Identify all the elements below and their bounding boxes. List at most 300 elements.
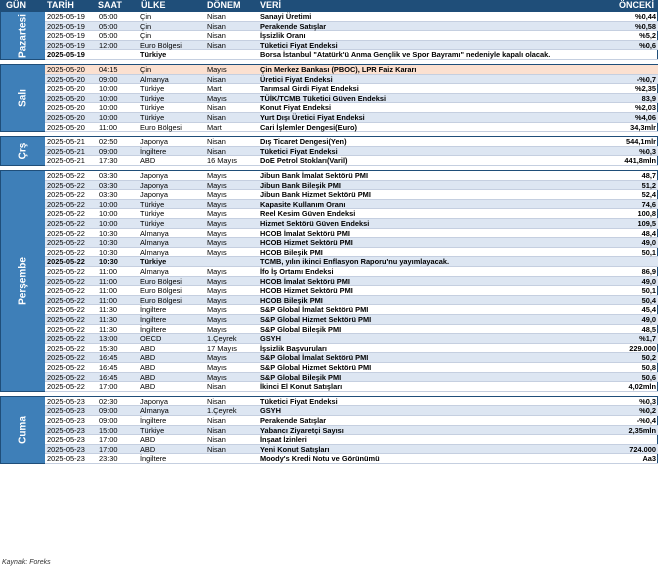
cell-onceki: 86,9: [641, 267, 656, 276]
header-tarih: TARİH: [47, 0, 74, 10]
cell-onceki: 49,0: [641, 276, 656, 286]
cell-ulke: Almanya: [140, 267, 169, 276]
cell-veri: İşsizlik Oranı: [260, 31, 306, 41]
cell-ulke: ABD: [140, 343, 156, 353]
cell-veri: Konut Fiyat Endeksi: [260, 103, 332, 113]
cell-onceki: 724.000: [629, 444, 656, 454]
cell-tarih: 2025-05-20: [47, 93, 85, 103]
cell-saat: 10:00: [99, 84, 118, 94]
day-label: [1, 65, 45, 131]
table-row: [45, 344, 658, 354]
cell-veri: Çin Merkez Bankası (PBOC), LPR Faiz Kararı: [260, 65, 417, 74]
cell-veri: Üretici Fiyat Endeksi: [260, 74, 333, 84]
cell-donem: Mayıs: [207, 65, 227, 74]
cell-donem: Nisan: [207, 12, 226, 21]
cell-tarih: 2025-05-22: [47, 286, 85, 296]
cell-ulke: Euro Bölgesi: [140, 286, 182, 296]
cell-tarih: 2025-05-22: [47, 228, 85, 238]
cell-tarih: 2025-05-22: [47, 363, 85, 372]
cell-veri: İkinci El Konut Satışları: [260, 382, 343, 392]
cell-ulke: İngiltere: [140, 454, 167, 464]
cell-saat: 10:00: [99, 93, 118, 103]
cell-veri: İnşaat İzinleri: [260, 435, 307, 445]
header-donem: DÖNEM: [207, 0, 241, 10]
cell-veri: Jibun Bank Hizmet Sektörü PMI: [260, 190, 371, 200]
cell-tarih: 2025-05-20: [47, 84, 85, 94]
cell-ulke: Almanya: [140, 406, 169, 416]
cell-tarih: 2025-05-20: [47, 122, 85, 132]
table-row: [45, 445, 658, 455]
header-saat: SAAT: [98, 0, 122, 10]
cell-tarih: 2025-05-20: [47, 103, 85, 113]
cell-onceki: %5,2: [639, 31, 656, 41]
cell-onceki: -%0,7: [636, 74, 656, 84]
header-veri: VERİ: [260, 0, 282, 10]
cell-onceki: 48,7: [641, 171, 656, 180]
cell-donem: Nisan: [207, 40, 226, 50]
cell-saat: 16:45: [99, 363, 118, 372]
table-row: [45, 147, 658, 157]
cell-tarih: 2025-05-22: [47, 209, 85, 219]
cell-saat: 03:30: [99, 171, 118, 180]
table-row: [45, 123, 658, 133]
header-onceki: ÖNCEKİ: [618, 0, 654, 10]
day-label: [1, 171, 45, 391]
cell-onceki: 441,8mln: [624, 156, 656, 166]
cell-tarih: 2025-05-22: [47, 190, 85, 200]
cell-veri: HCOB Hizmet Sektörü PMI: [260, 238, 353, 248]
cell-ulke: ABD: [140, 372, 156, 382]
cell-saat: 11:00: [99, 276, 117, 286]
cell-veri: Tarımsal Girdi Fiyat Endeksi: [260, 84, 359, 94]
cell-saat: 02:30: [99, 396, 118, 406]
cell-tarih: 2025-05-19: [47, 31, 85, 41]
day-group: [0, 136, 658, 166]
cell-saat: 10:00: [99, 103, 118, 113]
cell-saat: 11:00: [99, 267, 117, 276]
cell-saat: 16:45: [99, 353, 118, 363]
cell-donem: Mayıs: [207, 372, 227, 382]
table-row: [45, 334, 658, 344]
cell-ulke: Türkiye: [140, 425, 165, 435]
cell-saat: 09:00: [99, 146, 118, 156]
cell-onceki: 100,8: [637, 209, 656, 219]
cell-veri: Hizmet Sektörü Güven Endeksi: [260, 219, 370, 228]
cell-donem: Mayıs: [207, 276, 227, 286]
cell-ulke: Japonya: [140, 180, 168, 190]
cell-onceki: 45,4: [641, 305, 656, 315]
cell-saat: 11:00: [99, 286, 117, 296]
table-row: [45, 181, 658, 191]
cell-tarih: 2025-05-22: [47, 219, 85, 228]
cell-saat: 11:00: [99, 122, 117, 132]
table-row: [45, 416, 658, 426]
table-row: [45, 75, 658, 85]
cell-ulke: Türkiye: [140, 199, 165, 209]
cell-saat: 17:00: [99, 435, 118, 445]
cell-onceki: 50,1: [641, 247, 656, 257]
cell-donem: Mayıs: [207, 305, 227, 315]
cell-onceki: 83,9: [641, 93, 656, 103]
cell-tarih: 2025-05-21: [47, 146, 85, 156]
cell-saat: 15:30: [99, 343, 118, 353]
table-row: [45, 156, 658, 166]
header-ulke: ÜLKE: [141, 0, 166, 10]
cell-tarih: 2025-05-22: [47, 315, 85, 324]
cell-saat: 03:30: [99, 190, 118, 200]
cell-donem: Mayıs: [207, 353, 227, 363]
cell-donem: Nisan: [207, 396, 226, 406]
cell-onceki: 50,8: [641, 363, 656, 372]
table-row: [45, 238, 658, 248]
cell-donem: Mart: [207, 122, 222, 132]
cell-ulke: Euro Bölgesi: [140, 40, 182, 50]
cell-veri: İfo İş Ortamı Endeksi: [260, 267, 334, 276]
cell-tarih: 2025-05-22: [47, 295, 85, 305]
cell-veri: DoE Petrol Stokları(Varil): [260, 156, 348, 166]
cell-onceki: Aa3: [642, 454, 656, 464]
cell-ulke: Euro Bölgesi: [140, 122, 182, 132]
cell-veri: Reel Kesim Güven Endeksi: [260, 209, 356, 219]
cell-veri: Yabancı Ziyaretçi Sayısı: [260, 425, 344, 435]
cell-tarih: 2025-05-23: [47, 435, 85, 445]
cell-tarih: 2025-05-23: [47, 396, 85, 406]
cell-ulke: Euro Bölgesi: [140, 295, 182, 305]
cell-saat: 16:45: [99, 372, 118, 382]
cell-onceki: 229.000: [629, 343, 656, 353]
cell-saat: 10:30: [99, 257, 118, 267]
cell-tarih: 2025-05-23: [47, 454, 85, 464]
cell-veri: Jibun Bank Bileşik PMI: [260, 180, 341, 190]
table-row: [45, 94, 658, 104]
cell-veri: Tüketici Fiyat Endeksi: [260, 40, 338, 50]
cell-donem: 1.Çeyrek: [207, 406, 237, 416]
cell-veri: İşsizlik Başvuruları: [260, 343, 327, 353]
cell-donem: Nisan: [207, 444, 226, 454]
cell-ulke: ABD: [140, 363, 156, 372]
table-row: [45, 12, 658, 22]
table-row: [45, 200, 658, 210]
cell-donem: Mayıs: [207, 295, 227, 305]
cell-onceki: 50,6: [641, 372, 656, 382]
cell-tarih: 2025-05-22: [47, 276, 85, 286]
source-note: Kaynak: Foreks: [2, 559, 51, 566]
cell-ulke: Çin: [140, 21, 152, 31]
cell-veri: TÜİK/TCMB Tüketici Güven Endeksi: [260, 93, 387, 103]
cell-ulke: Japonya: [140, 137, 168, 147]
cell-veri: Tüketici Fiyat Endeksi: [260, 396, 338, 406]
table-row: [45, 426, 658, 436]
cell-tarih: 2025-05-22: [47, 171, 85, 180]
header-gun: GÜN: [6, 0, 26, 10]
cell-donem: Nisan: [207, 113, 226, 122]
cell-ulke: Türkiye: [140, 257, 167, 267]
cell-veri: Perakende Satışlar: [260, 21, 327, 31]
day-label: [1, 397, 45, 463]
cell-donem: Mayıs: [207, 190, 227, 200]
cell-saat: 17:30: [99, 156, 118, 166]
cell-ulke: ABD: [140, 382, 156, 392]
cell-ulke: OECD: [140, 334, 162, 344]
cell-ulke: İngiltere: [140, 305, 167, 315]
cell-tarih: 2025-05-22: [47, 343, 85, 353]
cell-saat: 17:00: [99, 382, 118, 392]
cell-tarih: 2025-05-19: [47, 40, 85, 50]
cell-onceki: 49,0: [641, 315, 656, 324]
cell-saat: 11:30: [99, 324, 117, 334]
cell-donem: Mart: [207, 84, 222, 94]
table-header: [0, 0, 658, 11]
table-row: [45, 315, 658, 325]
cell-tarih: 2025-05-22: [47, 324, 85, 334]
cell-saat: 05:00: [99, 21, 118, 31]
day-label-text: Salı: [17, 89, 29, 107]
cell-tarih: 2025-05-23: [47, 415, 85, 425]
cell-donem: Mayıs: [207, 228, 227, 238]
table-row: [45, 248, 658, 258]
cell-onceki: %0,3: [639, 146, 656, 156]
table-row: [45, 454, 658, 464]
cell-ulke: Çin: [140, 65, 152, 74]
cell-onceki: 109,5: [637, 219, 656, 228]
cell-ulke: Almanya: [140, 228, 169, 238]
cell-tarih: 2025-05-19: [47, 50, 85, 60]
cell-tarih: 2025-05-23: [47, 444, 85, 454]
cell-donem: Mayıs: [207, 238, 227, 248]
cell-ulke: ABD: [140, 156, 156, 166]
cell-onceki: 74,6: [641, 199, 656, 209]
cell-ulke: Türkiye: [140, 93, 165, 103]
cell-veri: HCOB İmalat Sektörü PMI: [260, 276, 350, 286]
cell-ulke: Japonya: [140, 171, 168, 180]
table-row: [45, 209, 658, 219]
cell-onceki: 48,5: [641, 324, 656, 334]
cell-donem: Nisan: [207, 74, 226, 84]
cell-veri: Jibun Bank İmalat Sektörü PMI: [260, 171, 369, 180]
cell-ulke: Türkiye: [140, 84, 165, 94]
table-row: [45, 103, 658, 113]
cell-onceki: 2,35mln: [628, 425, 656, 435]
cell-onceki: 34,3mlr: [630, 122, 656, 132]
cell-saat: 13:00: [99, 334, 118, 344]
cell-veri: Yurt Dışı Üretici Fiyat Endeksi: [260, 113, 365, 122]
cell-veri: GSYH: [260, 406, 281, 416]
cell-tarih: 2025-05-22: [47, 267, 85, 276]
cell-tarih: 2025-05-22: [47, 353, 85, 363]
cell-ulke: ABD: [140, 444, 156, 454]
cell-donem: Nisan: [207, 103, 226, 113]
cell-donem: Mayıs: [207, 247, 227, 257]
table-row: [45, 397, 658, 407]
cell-veri: S&P Global İmalat Sektörü PMI: [260, 305, 369, 315]
cell-ulke: Almanya: [140, 247, 169, 257]
cell-ulke: Türkiye: [140, 209, 165, 219]
cell-veri: Dış Ticaret Dengesi(Yen): [260, 137, 347, 147]
day-label-text: Çrş: [17, 142, 29, 160]
cell-onceki: %0,6: [639, 40, 656, 50]
cell-onceki: 48,4: [641, 228, 656, 238]
table-row: [45, 373, 658, 383]
table-row: [45, 353, 658, 363]
cell-onceki: %0,3: [639, 396, 656, 406]
cell-donem: Nisan: [207, 382, 226, 392]
cell-onceki: %2,03: [635, 103, 656, 113]
table-row: [45, 50, 658, 60]
cell-donem: Mayıs: [207, 286, 227, 296]
cell-saat: 10:30: [99, 247, 118, 257]
cell-tarih: 2025-05-22: [47, 382, 85, 392]
table-row: [45, 257, 658, 267]
cell-saat: 10:00: [99, 209, 118, 219]
cell-saat: 09:00: [99, 74, 118, 84]
table-row: [45, 229, 658, 239]
table-row: [45, 277, 658, 287]
day-group: [0, 170, 658, 392]
cell-tarih: 2025-05-19: [47, 21, 85, 31]
cell-onceki: 50,1: [641, 286, 656, 296]
cell-saat: 02:50: [99, 137, 118, 147]
cell-donem: 16 Mayıs: [207, 156, 237, 166]
cell-ulke: ABD: [140, 353, 156, 363]
cell-saat: 05:00: [99, 31, 118, 41]
cell-donem: Mayıs: [207, 267, 227, 276]
cell-saat: 11:30: [99, 305, 117, 315]
cell-ulke: İngiltere: [140, 315, 167, 324]
cell-tarih: 2025-05-22: [47, 199, 85, 209]
cell-tarih: 2025-05-20: [47, 113, 85, 122]
cell-saat: 17:00: [99, 444, 118, 454]
cell-tarih: 2025-05-23: [47, 425, 85, 435]
cell-tarih: 2025-05-22: [47, 257, 85, 267]
day-group: [0, 64, 658, 132]
cell-saat: 10:00: [99, 113, 118, 122]
cell-donem: Mayıs: [207, 315, 227, 324]
cell-onceki: %2,35: [635, 84, 656, 94]
cell-onceki: %4,06: [635, 113, 656, 122]
table-row: [45, 406, 658, 416]
table-row: [45, 41, 658, 51]
cell-donem: 1.Çeyrek: [207, 334, 237, 344]
cell-donem: Mayıs: [207, 209, 227, 219]
cell-saat: 05:00: [99, 12, 118, 21]
table-row: [45, 84, 658, 94]
day-label-text: Cuma: [17, 415, 29, 444]
cell-tarih: 2025-05-21: [47, 156, 85, 166]
cell-ulke: İngiltere: [140, 146, 167, 156]
cell-saat: 09:00: [99, 406, 118, 416]
cell-donem: Mayıs: [207, 93, 227, 103]
cell-donem: Nisan: [207, 415, 226, 425]
cell-tarih: 2025-05-22: [47, 238, 85, 248]
cell-ulke: Çin: [140, 31, 152, 41]
cell-saat: 15:00: [99, 425, 118, 435]
cell-veri: TCMB, yılın ikinci Enflasyon Raporu'nu yayımlayacak.: [260, 257, 450, 267]
cell-onceki: 51,2: [641, 180, 656, 190]
cell-donem: Nisan: [207, 425, 226, 435]
cell-saat: 04:15: [99, 65, 118, 74]
table-row: [45, 190, 658, 200]
cell-onceki: %0,58: [635, 21, 656, 31]
cell-ulke: Çin: [140, 12, 152, 21]
table-row: [45, 435, 658, 445]
cell-ulke: Almanya: [140, 238, 169, 248]
cell-veri: Moody's Kredi Notu ve Görünümü: [260, 454, 380, 464]
table-row: [45, 305, 658, 315]
table-row: [45, 325, 658, 335]
cell-veri: S&P Global İmalat Sektörü PMI: [260, 353, 369, 363]
table-row: [45, 382, 658, 392]
cell-tarih: 2025-05-22: [47, 334, 85, 344]
cell-onceki: 50,2: [641, 353, 656, 363]
day-group: [0, 11, 658, 60]
cell-veri: Borsa İstanbul "Atatürk'ü Anma Gençlik ve Spor Bayramı" nedeniyle kapalı olacak.: [260, 50, 551, 60]
cell-veri: S&P Global Hizmet Sektörü PMI: [260, 315, 372, 324]
cell-saat: 09:00: [99, 415, 118, 425]
cell-tarih: 2025-05-22: [47, 180, 85, 190]
cell-ulke: İngiltere: [140, 415, 167, 425]
cell-onceki: 50,4: [641, 295, 656, 305]
table-row: [45, 363, 658, 373]
cell-donem: Nisan: [207, 21, 226, 31]
cell-ulke: ABD: [140, 435, 156, 445]
cell-ulke: Euro Bölgesi: [140, 276, 182, 286]
cell-tarih: 2025-05-22: [47, 372, 85, 382]
day-label-text: Pazartesi: [17, 13, 29, 58]
table-row: [45, 113, 658, 123]
cell-onceki: %0,44: [635, 12, 656, 21]
cell-saat: 23:30: [99, 454, 118, 464]
cell-donem: Mayıs: [207, 363, 227, 372]
table-row: [45, 31, 658, 41]
cell-onceki: %0,2: [639, 406, 656, 416]
cell-ulke: İngiltere: [140, 324, 167, 334]
table-row: [45, 219, 658, 229]
cell-veri: Cari İşlemler Dengesi(Euro): [260, 122, 357, 132]
cell-donem: Mayıs: [207, 171, 227, 180]
cell-saat: 10:00: [99, 199, 118, 209]
cell-saat: 10:30: [99, 228, 118, 238]
cell-saat: 03:30: [99, 180, 118, 190]
table-row: [45, 65, 658, 75]
table-row: [45, 286, 658, 296]
table-row: [45, 137, 658, 147]
table-row: [45, 296, 658, 306]
cell-ulke: Almanya: [140, 74, 169, 84]
cell-donem: Nisan: [207, 435, 226, 445]
cell-saat: 10:30: [99, 238, 118, 248]
table-row: [45, 22, 658, 32]
cell-donem: Mayıs: [207, 199, 227, 209]
cell-saat: 11:00: [99, 295, 117, 305]
cell-veri: Yeni Konut Satışları: [260, 444, 330, 454]
cell-veri: Kapasite Kullanım Oranı: [260, 199, 346, 209]
cell-veri: GSYH: [260, 334, 281, 344]
cell-onceki: 52,4: [641, 190, 656, 200]
day-group: [0, 396, 658, 464]
cell-tarih: 2025-05-22: [47, 305, 85, 315]
cell-donem: Nisan: [207, 137, 226, 147]
cell-veri: S&P Global Bileşik PMI: [260, 324, 342, 334]
cell-ulke: Japonya: [140, 396, 168, 406]
cell-ulke: Türkiye: [140, 103, 165, 113]
cell-onceki: -%0,4: [636, 415, 656, 425]
cell-donem: Nisan: [207, 146, 226, 156]
cell-veri: Tüketici Fiyat Endeksi: [260, 146, 338, 156]
cell-tarih: 2025-05-23: [47, 406, 85, 416]
day-label: [1, 12, 45, 59]
cell-donem: Mayıs: [207, 324, 227, 334]
cell-onceki: 49,0: [641, 238, 656, 248]
